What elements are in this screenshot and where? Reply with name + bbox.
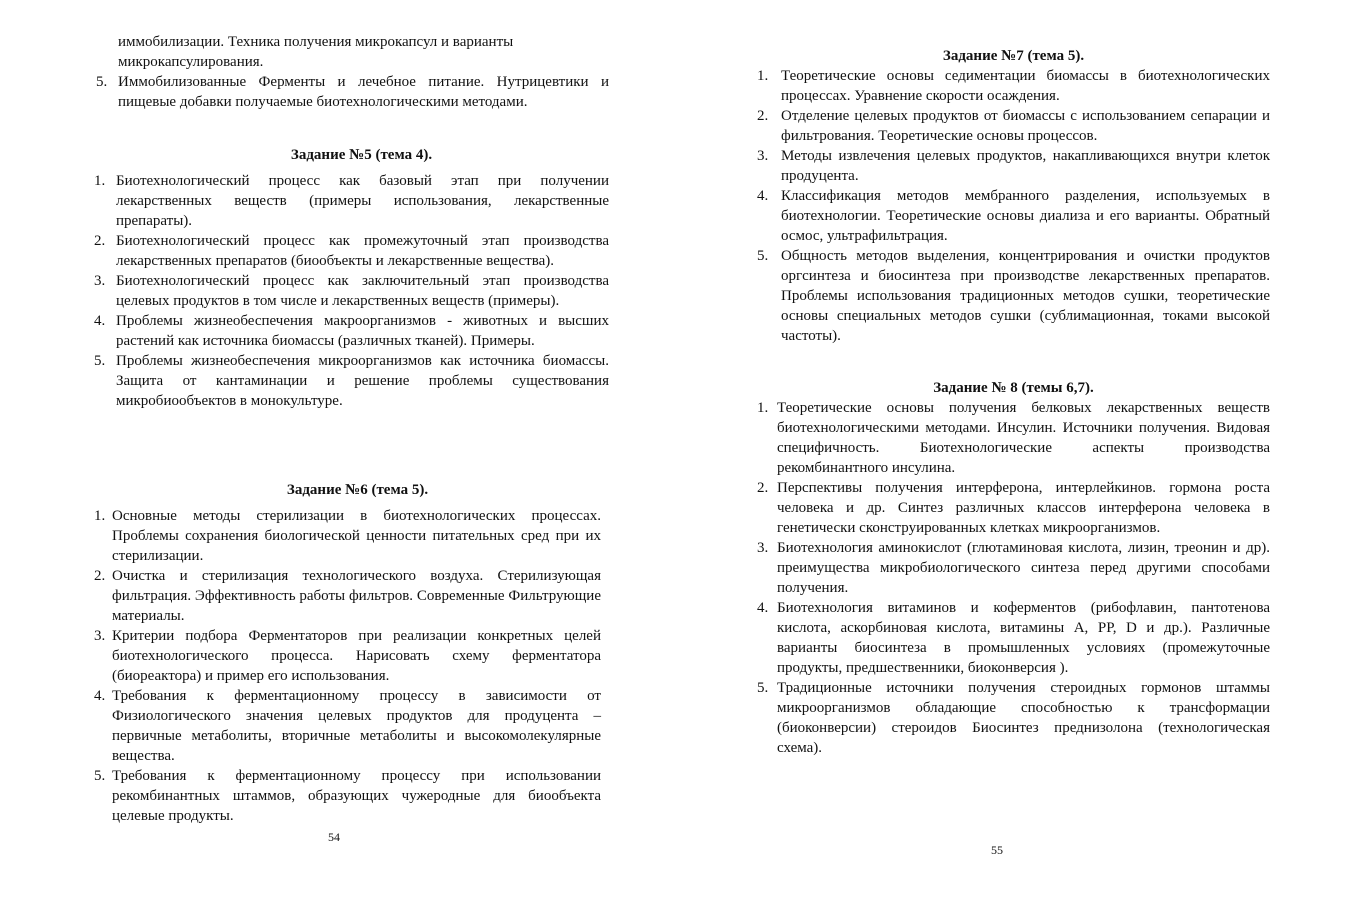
item-number: 2. <box>94 233 106 249</box>
item-text: Основные методы стерилизации в биотехнологических процессах. Проблемы сохранения биологической ценности питательных сред при их стерилизации. <box>112 508 601 564</box>
list-item <box>94 506 601 566</box>
list-item <box>757 598 1270 678</box>
item-number: 1. <box>94 173 106 189</box>
item-text: Классификация методов мембранного разделения, используемых в биотехнологии. Теоретические основы диализа и его варианты. Обратный осмос, ультрафильтрация. <box>781 188 1270 244</box>
item-text: Методы извлечения целевых продуктов, накапливающихся внутри клеток продуцента. <box>781 148 1270 184</box>
item-text: Теоретические основы седиментации биомассы в биотехнологических процессах. Уравнение скорости осаждения. <box>781 68 1270 104</box>
item-text: Общность методов выделения, концентрирования и очистки продуктов оргсинтеза и биосинтеза при производстве лекарственных препаратов. Проблемы использования традиционных методов сушки, теоретические основы специальных методов сушки (сублимационная, токами высокой частоты). <box>781 248 1270 344</box>
list-item <box>757 146 1270 186</box>
task8-title: Задание № 8 (темы 6,7). <box>933 380 1094 396</box>
item-number: 4. <box>757 188 769 204</box>
intro-line-1: иммобилизации. Техника получения микрокапсул и варианты <box>118 34 514 50</box>
item-number: 5. <box>94 353 106 369</box>
task6-title: Задание №6 (тема 5). <box>286 482 429 498</box>
item-number: 4. <box>94 313 106 329</box>
task7-title: Задание №7 (тема 5). <box>942 48 1085 64</box>
item-number: 2. <box>94 568 106 584</box>
list-item <box>94 626 601 686</box>
item-number: 3. <box>94 628 106 644</box>
list-item <box>94 566 601 626</box>
item-text: Критерии подбора Ферментаторов при реализации конкретных целей биотехнологического процесса. Нарисовать схему ферментатора (биореактора) и пример его использования. <box>112 628 601 684</box>
item-text: Проблемы жизнеобеспечения микроорганизмов как источника биомассы. Защита от кантаминации и решение проблемы существования микробиообъектов в монокультуре. <box>116 353 609 409</box>
item-text: Перспективы получения интерферона, интерлейкинов. гормона роста человека и др. Синтез различных классов интерферона человека в генетически сконструированных клетках микроорганизмов. <box>777 480 1270 536</box>
list-item <box>94 311 609 351</box>
item-number: 2. <box>757 108 769 124</box>
list-item <box>94 271 609 311</box>
left-intro <box>94 32 609 72</box>
list-item <box>757 398 1270 478</box>
list-item <box>94 351 609 411</box>
item-text: Биотехнологический процесс как базовый этап при получении лекарственных веществ (примеры использования, лекарственные препараты). <box>116 173 609 229</box>
list-item <box>94 686 601 766</box>
item-number: 3. <box>757 540 769 556</box>
item-text: Биотехнология аминокислот (глютаминовая кислота, лизин, треонин и др). преимущества микробиологического синтеза перед другими способами получения. <box>777 540 1270 596</box>
task7-section <box>757 46 1270 346</box>
page-number: 54 <box>328 830 340 844</box>
list-item <box>757 186 1270 246</box>
task6-section <box>94 480 601 826</box>
item-text: Проблемы жизнеобеспечения макроорганизмов - животных и высших растений как источника биомассы (различных тканей). Примеры. <box>116 313 609 349</box>
item-number: 2. <box>757 480 769 496</box>
task8-section <box>757 378 1270 758</box>
item-text: Требования к ферментационному процессу при использовании рекомбинантных штаммов, образующих чужеродные для биообъекта целевые продукты. <box>112 768 601 824</box>
item-text: Очистка и стерилизация технологического воздуха. Стерилизующая фильтрация. Эффективность работы фильтров. Современные Фильтрующие материалы. <box>112 568 601 624</box>
list-item <box>757 678 1270 758</box>
list-item <box>94 231 609 271</box>
item-number: 1. <box>94 508 106 524</box>
item-text: Биотехнология витаминов и коферментов (рибофлавин, пантотенова кислота, аскорбиновая кислота, витамины А, РР, D и др.). Различные варианты биосинтеза в промышленных условиях (промежуточные продукты, предшественники, биоконверсия ). <box>777 600 1270 676</box>
item-number: 5. <box>96 74 108 90</box>
list-item <box>757 538 1270 598</box>
item-number: 4. <box>757 600 769 616</box>
item-number: 5. <box>94 768 106 784</box>
item-text: Биотехнологический процесс как заключительный этап производства целевых продуктов в том числе и лекарственных веществ (примеры). <box>116 273 609 309</box>
item-number: 5. <box>757 680 769 696</box>
list-item <box>94 72 609 112</box>
item-text: Иммобилизованные Ферменты и лечебное питание. Нутрицевтики и пищевые добавки получаемые биотехнологическими методами. <box>118 74 609 110</box>
page-number: 55 <box>991 843 1003 857</box>
item-number: 1. <box>757 400 769 416</box>
item-number: 1. <box>757 68 769 84</box>
list-item <box>94 766 601 826</box>
list-item <box>757 478 1270 538</box>
item-number: 3. <box>94 273 106 289</box>
list-item <box>757 66 1270 106</box>
item-text: Отделение целевых продуктов от биомассы с использованием сепарации и фильтрования. Теоретические основы процессов. <box>781 108 1270 144</box>
item-text: Биотехнологический процесс как промежуточный этап производства лекарственных препаратов (биообъекты и лекарственные вещества). <box>116 233 609 269</box>
item-number: 4. <box>94 688 106 704</box>
item-text: Теоретические основы получения белковых лекарственных веществ биотехнологическими методами. Инсулин. Источники получения. Видовая специфичность. Биотехнологические аспекты производства рекомбинантного инсулина. <box>777 400 1270 476</box>
intro-line-2: микрокапсулирования. <box>118 54 264 70</box>
item-text: Требования к ферментационному процессу в зависимости от Физиологического значения целевых продуктов для продуцента – первичные метаболиты, вторичные метаболиты и высокомолекулярные вещества. <box>112 688 601 764</box>
item-number: 5. <box>757 248 769 264</box>
task5-section <box>94 145 609 411</box>
list-item <box>757 246 1270 346</box>
list-item <box>94 171 609 231</box>
list-item <box>757 106 1270 146</box>
left-item-5-block <box>94 72 609 112</box>
task5-title: Задание №5 (тема 4). <box>290 147 433 163</box>
item-number: 3. <box>757 148 769 164</box>
item-text: Традиционные источники получения стероидных гормонов штаммы микроорганизмов обладающие способностью к трансформации (биоконверсии) стероидов Биосинтез преднизолона (технологическая схема). <box>777 680 1270 756</box>
